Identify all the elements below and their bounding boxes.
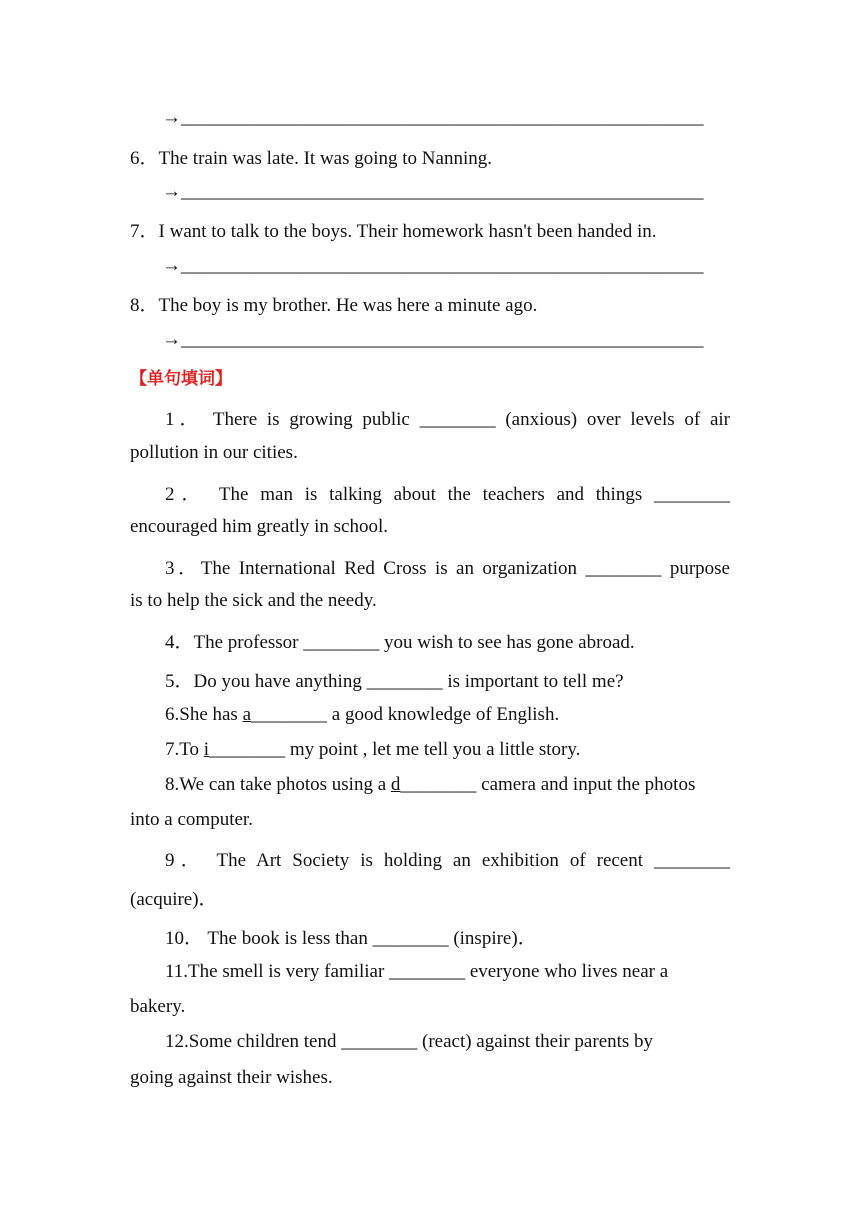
hint-letter: d	[390, 774, 401, 795]
hint-letter: i	[203, 739, 210, 760]
item-text: The train was late. It was going to Nanning.	[158, 148, 492, 169]
fill-item-9-line2: (acquire)．	[130, 889, 218, 910]
fill-item-11-line1: 11.The smell is very familiar ________ everyone who lives near a	[165, 961, 669, 982]
item-text: 7.To	[165, 739, 204, 760]
item-text: ________ camera and input the photos	[400, 774, 696, 795]
fill-item-9-line1: 9． The Art Society is holding an exhibition of recent ________	[165, 850, 730, 871]
fill-item-4: 4．The professor ________ you wish to see has gone abroad.	[165, 632, 635, 653]
answer-line: →_______________________________________________________	[162, 181, 704, 202]
transform-item-6	[130, 143, 492, 170]
answer-line: →_______________________________________________________	[162, 255, 704, 276]
item-number: 7．	[130, 221, 159, 242]
answer-line: →_______________________________________________________	[162, 107, 704, 128]
fill-item-3-line2: is to help the sick and the needy.	[130, 590, 377, 611]
fill-item-7	[165, 739, 580, 761]
item-number: 8．	[130, 295, 159, 316]
item-text: 8.We can take photos using a	[165, 774, 391, 795]
fill-item-6	[165, 704, 559, 726]
item-text: I want to talk to the boys. Their homework hasn't been handed in.	[158, 221, 657, 242]
fill-item-8-line1	[165, 774, 695, 796]
answer-line: →_______________________________________________________	[162, 329, 704, 350]
fill-item-1-line1: 1． There is growing public ________ (anxious) over levels of air	[165, 409, 730, 430]
transform-item-7	[130, 216, 657, 243]
fill-item-8-line2: into a computer.	[130, 809, 253, 830]
transform-item-8	[130, 290, 537, 317]
section-title: 【单句填词】	[130, 369, 232, 389]
fill-item-12-line2: going against their wishes.	[130, 1067, 333, 1088]
fill-item-12-line1: 12.Some children tend ________ (react) against their parents by	[165, 1031, 654, 1052]
fill-item-11-line2: bakery.	[130, 996, 186, 1017]
fill-item-10: 10． The book is less than ________ (inspire)．	[165, 928, 537, 949]
fill-item-2-line2: encouraged him greatly in school.	[130, 516, 389, 537]
fill-item-2-line1: 2． The man is talking about the teachers and things ________	[165, 484, 730, 505]
item-text: ________ my point , let me tell you a little story.	[209, 739, 581, 760]
item-number: 6．	[130, 148, 159, 169]
item-text: 6.She has	[165, 704, 243, 725]
fill-item-1-line2: pollution in our cities.	[130, 442, 298, 463]
hint-letter: a	[242, 704, 252, 725]
item-text: The boy is my brother. He was here a minute ago.	[158, 295, 538, 316]
fill-item-3-line1: 3．The International Red Cross is an organization ________ purpose	[165, 558, 730, 579]
fill-item-5: 5．Do you have anything ________ is important to tell me?	[165, 671, 624, 692]
item-text: ________ a good knowledge of English.	[251, 704, 560, 725]
